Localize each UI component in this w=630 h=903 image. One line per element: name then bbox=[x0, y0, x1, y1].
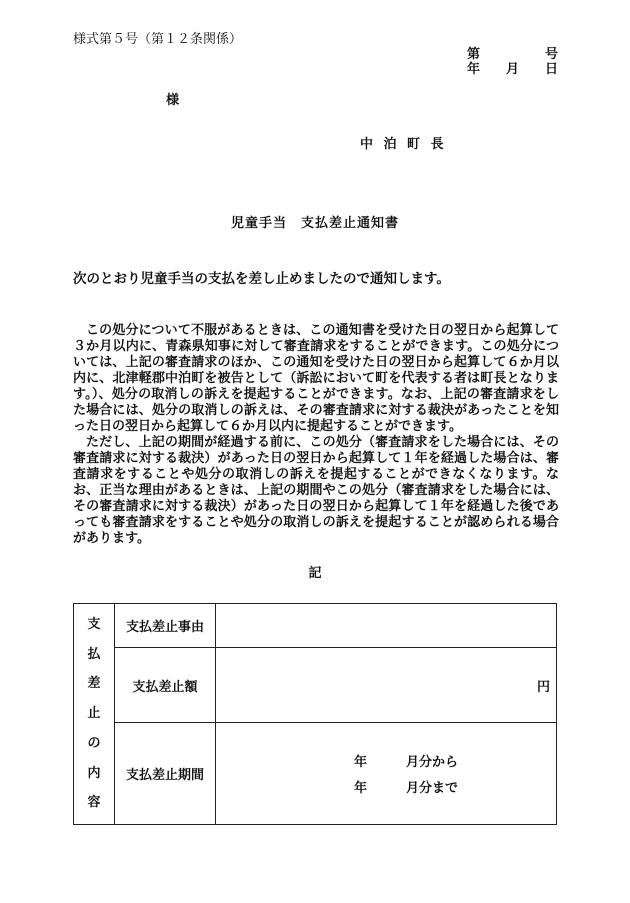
section-char: 容 bbox=[87, 795, 101, 811]
period-to-month: 月分まで bbox=[406, 781, 459, 796]
section-heading bbox=[74, 604, 115, 825]
appeal-paragraph-2: ただし、上記の期間が経過する前に、この処分（審査請求をした場合には、その審査請求に対する裁決）があった日の翌日から起算して１年を経過した場合は、審査請求をすることや処分の取消しの訴えを提起することができなくなります。なお、正当な理由があるときは、上記の期間やこの処分（審査請求をした場合には、その審査請求に対する裁決）があった日の翌日から起算して１年を経過した後であっても審査請求をすることや処分の取消しの訴えを提起することが認められる場合があります。 bbox=[73, 435, 559, 546]
period-from-month: 月分から bbox=[406, 755, 459, 770]
form-number: 様式第５号（第１２条関係） bbox=[73, 32, 243, 47]
section-char: 止 bbox=[87, 706, 101, 722]
document-title: 児童手当 支払差止通知書 bbox=[230, 216, 399, 231]
issuer-name: 中 泊 町 長 bbox=[360, 137, 447, 152]
appeal-paragraph-1: この処分について不服があるときは、この通知書を受けた日の翌日から起算して３か月以内に、青森県知事に対して審査請求をすることができます。この処分については、上記の審査請求のほか、この通知を受けた日の翌日から起算して６か月以内に、北津軽郡中泊町を被告として（訴訟において町を代表する者は町長となります。）、処分の取消しの訴えを提起することができます。なお、上記の審査請求をした場合には、処分の取消しの訴えは、その審査請求に対する裁決があったことを知った日の翌日から起算して６か月以内に提起することができます。 bbox=[73, 323, 559, 434]
addressee-suffix: 様 bbox=[166, 93, 180, 108]
ki-heading: 記 bbox=[308, 566, 322, 581]
date-label: 年 月 日 bbox=[466, 62, 558, 77]
reason-label: 支払差止事由 bbox=[115, 604, 216, 648]
lead-sentence: 次のとおり児童手当の支払を差し止めましたので通知します。 bbox=[73, 271, 450, 287]
period-to-line bbox=[216, 774, 556, 800]
appeal-notice bbox=[73, 323, 559, 547]
yen-unit: 円 bbox=[536, 679, 550, 695]
amount-value[interactable] bbox=[216, 648, 557, 723]
section-char: 払 bbox=[87, 646, 101, 662]
amount-label: 支払差止額 bbox=[115, 648, 216, 723]
section-char: 差 bbox=[87, 676, 101, 692]
period-value[interactable] bbox=[216, 723, 557, 825]
period-from-line bbox=[216, 748, 556, 774]
document-number-label: 第 号 bbox=[466, 47, 558, 62]
stoppage-details-table bbox=[73, 603, 557, 825]
section-char: 内 bbox=[87, 765, 101, 781]
period-to-year: 年 bbox=[354, 781, 368, 796]
reason-value[interactable] bbox=[216, 604, 557, 648]
period-from-year: 年 bbox=[354, 755, 368, 770]
section-char: 支 bbox=[87, 617, 101, 633]
section-char: の bbox=[87, 735, 101, 751]
period-label: 支払差止期間 bbox=[115, 723, 216, 825]
